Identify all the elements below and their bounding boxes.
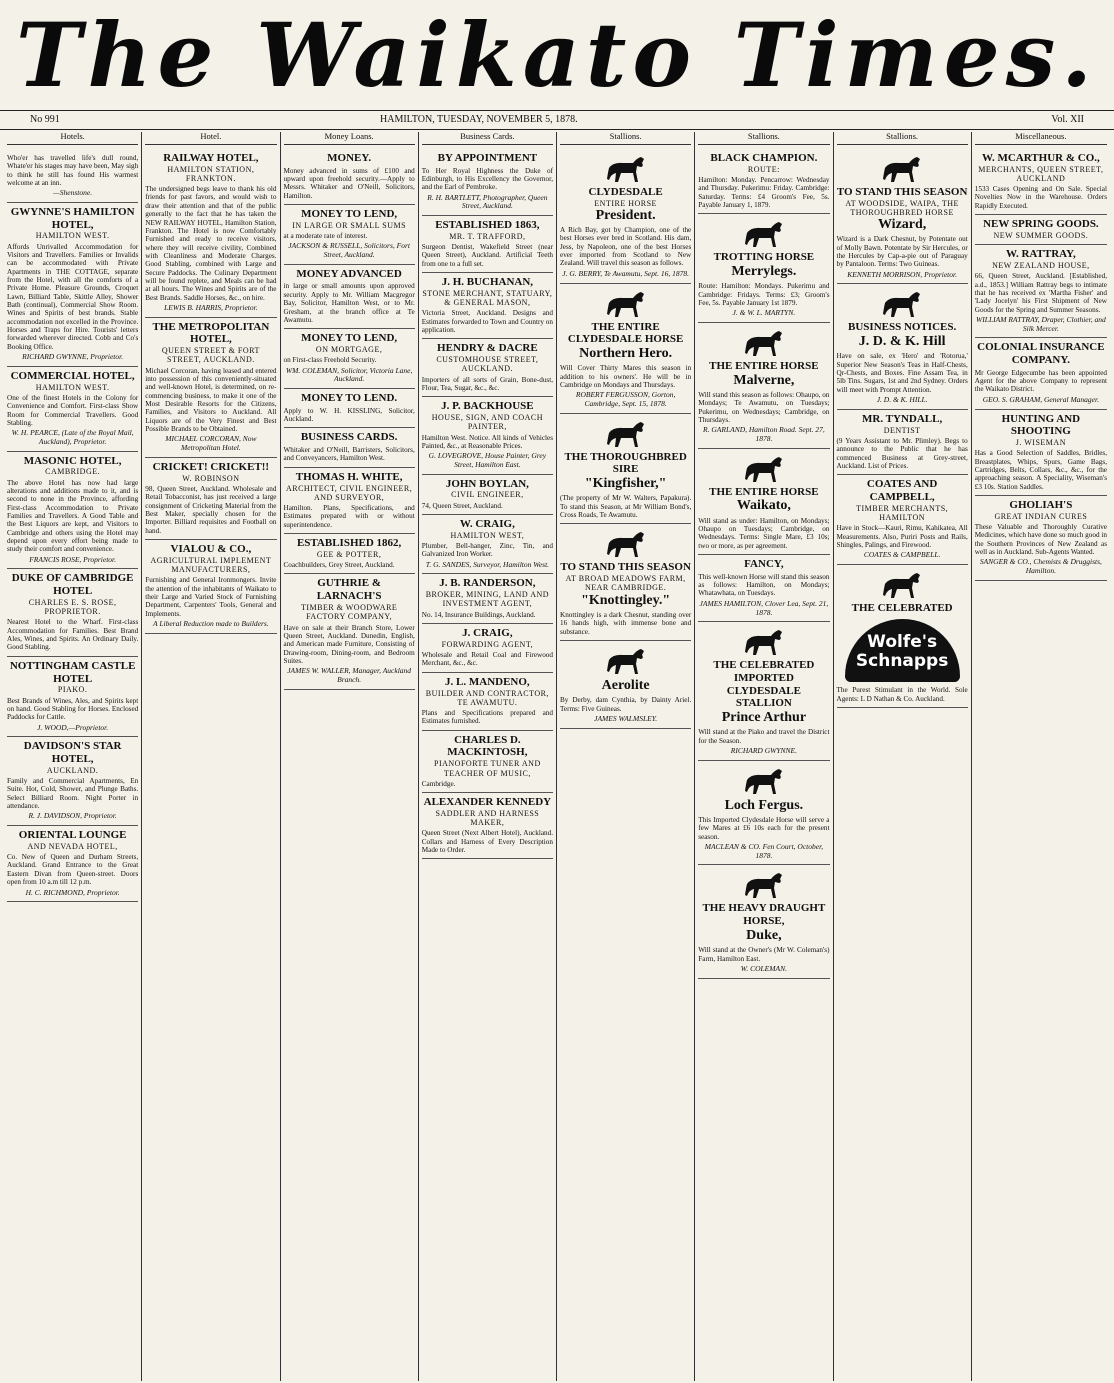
ad-body: The above Hotel has now had large alterations and additions made to it, and is second to none in the Province, affording First-class Accommodation to Private Families and Travellers. A Good Table and the Best Liquors are kept, and Visitors to Cambridge and others using the Hotel may depend upon every effort being made to study their comfort and convenience.: [7, 478, 139, 554]
ad-heading: J. CRAIG,: [462, 627, 513, 640]
ad-signature: —Shenstone.: [53, 188, 93, 198]
ad-heading: JOHN BOYLAN,: [445, 477, 529, 490]
ad-subheading: SADDLER AND HARNESS MAKER,: [435, 808, 540, 828]
ad-body: Wizard is a Dark Chesnut, by Potentate out of Molly Bawn. Potentate by Sir Hercules, or the Hercules by Cap-a-pie out of Paraguay by Pantaloon. Terms: Two Guineas.: [836, 235, 968, 269]
advertisement: [422, 339, 553, 397]
display-heading: President.: [595, 207, 656, 223]
ad-subheading: QUEEN STREET & FORT STREET, AUCKLAND.: [161, 346, 260, 365]
ad-body: Wholesale and Retail Coal and Firewood Merchant, &c., &c.: [421, 651, 553, 668]
ad-heading: VIALOU & CO.,: [170, 542, 252, 555]
advertisement: [698, 761, 829, 866]
ad-heading: BUSINESS NOTICES.: [848, 321, 957, 334]
advertisement: [145, 149, 276, 318]
display-heading: Merrylegs.: [731, 264, 797, 279]
display-heading: Waikato,: [736, 498, 791, 514]
ad-heading: TO STAND THIS SEASON: [836, 185, 968, 198]
ad-subheading: ROUTE:: [747, 164, 780, 174]
ad-heading: COLONIAL INSURANCE COMPANY.: [977, 341, 1105, 367]
ad-body: One of the finest Hotels in the Colony for Convenience and Comfort. First-class Show Room for Commercial Travellers. Good Stabling.: [7, 393, 139, 427]
ad-signature: KENNETH MORRISON, Proprietor.: [847, 269, 957, 279]
column-heading: Business Cards.: [422, 132, 553, 145]
ad-subheading: ARCHITECT, CIVIL ENGINEER, AND SURVEYOR,: [285, 483, 413, 502]
ad-body: The Purest Stimulant in the World. Sole Agents: L D Nathan & Co. Auckland.: [836, 686, 968, 703]
ad-body: Cambridge.: [421, 779, 456, 788]
horse-icon: [741, 627, 787, 657]
ad-signature: G. LOVEGROVE, House Painter, Grey Street, Hamilton East.: [428, 451, 547, 469]
ad-subheading: AT WOODSIDE, WAIPA, THE THOROUGHBRED HORSE: [845, 198, 959, 217]
ad-subheading: DENTIST: [883, 425, 921, 435]
ad-signature: J. D. & K. HILL.: [876, 395, 928, 405]
ad-body: No. 14, Insurance Buildings, Auckland.: [421, 610, 536, 619]
ad-signature: ROBERT FERGUSSON, Gorton, Cambridge, Sept. 15, 1878.: [575, 390, 676, 408]
ad-signature: J. & W. L. MARTYN.: [732, 308, 796, 318]
advertisement: [560, 641, 691, 729]
ad-heading: THE ENTIRE CLYDESDALE HORSE: [567, 320, 684, 346]
ad-body: Affords Unrivalled Accommodation for Visitors and Travellers. Families or Invalids can be accommodated with Private Apartments in THE COTTAGE, separate from the Hotel, with all the comforts of a Private Home. Pleasure Grounds, Croquet Lawn, Billiard Table, Skittle Alley, Shower Bath (continual), Commercial Show Room. Wines and Spirits of best brands. Stable accommodation not excelled in the Province. Horses and Traps for Hire. Tourists' letters forwarded wherever directed. Cobb and Co's Booking Office.: [7, 242, 139, 351]
ad-body: 98, Queen Street, Auckland. Wholesale and Retail Tobacconist, has just received a large consignment of Cricketing Material from the Best Maker, specially chosen for the Importer. Billiard requisites and Football on hand.: [145, 484, 277, 535]
advertisement: [284, 149, 415, 205]
ad-body: Whitaker and O'Neill, Barristers, Solicitors, and Conveyancers, Hamilton West.: [283, 446, 415, 463]
ad-heading: W. RATTRAY,: [1005, 248, 1076, 261]
ad-body: (9 Years Assistant to Mr. Plimley). Begs to announce to the Public that he has commenced Business at Grey-street, Auckland. List of Prices.: [836, 436, 968, 470]
ad-heading: MONEY TO LEND,: [301, 207, 398, 220]
ad-heading: GUTHRIE & LARNACH'S: [316, 577, 382, 603]
advertisement: [284, 534, 415, 574]
ad-heading: BUSINESS CARDS.: [300, 431, 398, 444]
advertisement: [560, 524, 691, 641]
ad-signature: JAMES W. WALLER, Manager, Auckland Branch.: [287, 666, 412, 684]
advertisement: [145, 318, 276, 458]
ad-body: Hamilton. Plans, Specifications, and Estimates prepared with or without superintendence.: [283, 504, 415, 529]
ad-heading: ESTABLISHED 1863,: [435, 219, 540, 232]
ad-body: Plumber, Bell-hanger, Zinc, Tin, and Galvanized Iron Worker.: [421, 542, 553, 559]
ad-subheading: HAMILTON WEST.: [35, 382, 110, 392]
ad-body: By Derby, dam Cynthia, by Dainty Ariel. Terms: Five Guineas.: [560, 696, 692, 713]
ad-heading: GWYNNE'S HAMILTON HOTEL,: [10, 205, 135, 231]
advertisement: [145, 540, 276, 634]
horse-icon: [879, 154, 925, 184]
horse-icon: [741, 870, 787, 900]
ad-body: Who'er has travelled life's dull round, Whate'er his stages may have been, May sigh to think he still has found His warmest welcome at an inn.: [7, 153, 139, 187]
advertisement: [560, 149, 691, 284]
ad-signature: JAMES WALMSLEY.: [594, 713, 658, 723]
ad-heading: J. P. BACKHOUSE: [441, 400, 534, 413]
advertisement: [698, 555, 829, 622]
advertisement: [975, 410, 1107, 496]
schnapps-advert: [845, 619, 960, 682]
ad-body: Furnishing and General Ironmongers. Invite the attention of the inhabitants of Waikato to their Large and Varied Stock of Furnishing Department, Carpenters' Tools, General and Implements.: [145, 576, 277, 618]
ad-body: Hamilton West. Notice. All kinds of Vehicles Painted, &c., at Reasonable Prices.: [421, 433, 553, 450]
ad-subheading: MERCHANTS, QUEEN STREET, AUCKLAND: [978, 164, 1104, 183]
advertisement: [284, 428, 415, 467]
horse-icon: [879, 570, 925, 600]
ad-heading: ALEXANDER KENNEDY: [423, 796, 552, 809]
ad-subheading: HAMILTON WEST.: [35, 231, 110, 241]
ad-subheading: STONE MERCHANT, STATUARY, & GENERAL MASON,: [422, 288, 553, 308]
advertisement: [698, 149, 829, 214]
ad-heading: W. MCARTHUR & CO.,: [981, 151, 1100, 164]
ad-subheading: CAMBRIDGE.: [45, 467, 101, 477]
ad-heading: CRICKET! CRICKET!!: [152, 460, 270, 473]
ad-subheading: MR. T. TRAFFORD,: [449, 231, 526, 241]
column-heading: Money Loans.: [284, 132, 415, 145]
ad-body: Michael Corcoran, having leased and entered into possession of this conveniently-situated and well-known Hotel, is determined, on re-commencing business, to make it one of the Most Desirable Resorts for the Citizens, Families, and Visitors to Auckland. All Liquors are of the Very Finest and Best Possible Brands to be Obtained.: [145, 366, 277, 434]
ad-subheading: TIMBER MERCHANTS, HAMILTON: [856, 503, 949, 522]
ad-heading: THE THOROUGHBRED SIRE: [564, 450, 687, 476]
ad-signature: W. H. PEARCE, (Late of the Royal Mail, Auckland), Proprietor.: [11, 428, 134, 446]
ad-heading: GHOLIAH'S: [1009, 499, 1073, 511]
masthead: [0, 0, 1114, 110]
ad-subheading: ENTIRE HORSE: [594, 198, 657, 208]
ad-heading: BY APPOINTMENT: [437, 151, 538, 164]
ad-subheading: AUCKLAND.: [46, 765, 99, 775]
column-8: [972, 132, 1110, 1381]
horse-icon: [603, 154, 649, 184]
ad-subheading: AND NEVADA HOTEL,: [27, 841, 118, 851]
ad-subheading: TIMBER & WOODWARE FACTORY COMPANY,: [300, 602, 398, 622]
column-heading: Stallions.: [560, 132, 691, 145]
ad-subheading: BROKER, MINING, LAND AND INVESTMENT AGENT,: [425, 590, 550, 609]
advertisement: [975, 215, 1107, 245]
advertisement: [7, 569, 138, 656]
advertisement: [422, 273, 553, 339]
column-2: [142, 132, 280, 1381]
ad-subheading: HAMILTON WEST,: [450, 530, 525, 540]
ad-body: Hamilton: Monday. Pencarrow: Wednesday and Thursday. Pukerimu: Friday. Cambridge: Saturday. Terms: £4 Groom's Fee, 5s. Payable January 1, 1879.: [698, 175, 830, 209]
advertisement: [975, 149, 1107, 215]
ad-heading: NOTTINGHAM CASTLE HOTEL: [9, 659, 136, 685]
ad-subheading: GREAT INDIAN CURES: [994, 511, 1088, 521]
advertisement: [698, 214, 829, 323]
ad-heading: MONEY ADVANCED: [296, 267, 402, 280]
column-1: [4, 132, 142, 1381]
advertisement: [975, 245, 1107, 338]
ad-body: Have on sale at their Branch Store, Lower Queen Street, Auckland. Dunedin, English, and American made Furniture, Consisting of Drawing-room, Dining-room, and Bedroom Suites.: [283, 623, 415, 665]
advertisement: [422, 624, 553, 673]
ad-subheading: NEW ZEALAND HOUSE,: [992, 260, 1090, 270]
advertisement: [698, 449, 829, 555]
ad-heading: MONEY TO LEND.: [301, 391, 398, 404]
ad-body: 66, Queen Street, Auckland. [Established, a.d., 1853.] William Rattray begs to intimate that he has received ex 'Martha Fisher' and 'Lady Jocelyn' his First Shipment of New Goods for the Spring and Summer Seasons.: [974, 272, 1107, 314]
ad-heading: J. L. MANDENO,: [445, 675, 530, 688]
ad-body: Best Brands of Wines, Ales, and Spirits kept on hand. Good Stabling for Horses. Enclosed Paddocks for Cattle.: [7, 696, 139, 722]
ad-signature: SANGER & CO., Chemists & Druggists, Hamilton.: [979, 557, 1102, 576]
ad-body: Family and Commercial Apartments, En Suite. Hot, Cold, Shower, and Plunge Baths. Select Billiard Room. Night Porter in attendance.: [7, 777, 139, 811]
ad-heading: MR. TYNDALL,: [862, 412, 943, 425]
advertisement: [698, 865, 829, 978]
ad-subheading: W. ROBINSON: [182, 473, 240, 483]
ad-body: Will stand as under: Hamilton, on Mondays; Ohaupo on Tuesdays; Cambridge, on Wednesdays. Terms: Single Mare, £3 10s; two or more, as per agreement.: [698, 516, 830, 550]
ad-body: Queen Street (Next Albert Hotel), Auckland. Collars and Harness of Every Description Made to Order.: [421, 829, 553, 855]
ad-signature: FRANCIS ROSE, Proprietor.: [29, 554, 117, 564]
advertisement: [7, 149, 138, 203]
ad-heading: MONEY.: [327, 151, 372, 164]
ad-body: Coachbuilders, Grey Street, Auckland.: [283, 561, 395, 570]
ad-heading: BLACK CHAMPION.: [710, 151, 818, 164]
ad-signature: J. G. BERRY, Te Awamutu, Sept. 16, 1878.: [562, 268, 689, 278]
ad-subheading: PIANOFORTE TUNER AND TEACHER OF MUSIC,: [434, 759, 541, 778]
horse-icon: [879, 289, 925, 319]
display-heading: Wizard,: [877, 217, 927, 233]
advertisement: [422, 475, 553, 515]
advertisement: [284, 205, 415, 265]
ad-body: This Imported Clydesdale Horse will serve a few Mares at £6 10s each for the present season.: [698, 816, 830, 841]
advertisement: [422, 731, 553, 793]
advertisement: [284, 265, 415, 329]
ad-heading: CLYDESDALE: [588, 185, 663, 198]
issue-number: No 991: [30, 114, 60, 125]
ad-signature: H. C. RICHMOND, Proprietor.: [25, 887, 120, 897]
ad-body: Victoria Street, Auckland. Designs and Estimates forwarded to Town and Country on application.: [421, 309, 553, 335]
ad-body: Has a Good Selection of Saddles, Bridles, Breastplates, Whips, Spurs, Game Bags, Cartridges, Belts, Collars, &c., &c., for the approaching season. A Speciality, Wiseman's £3 10s. Station Saddles.: [974, 449, 1107, 491]
ad-heading: HUNTING AND SHOOTING: [1001, 412, 1081, 438]
ad-heading: THE HEAVY DRAUGHT HORSE,: [702, 902, 826, 928]
ad-body: Surgeon Dentist, Wakefield Street (near Queen Street), Auckland. Artificial Teeth from one to a full set.: [421, 243, 553, 268]
ad-body: Plans and Specifications prepared and Estimates furnished.: [421, 709, 553, 726]
ad-signature: R. J. DAVIDSON, Proprietor.: [28, 811, 117, 821]
ad-heading: TROTTING HORSE: [713, 251, 815, 264]
horse-icon: [603, 419, 649, 449]
ad-signature: R. GARLAND, Hamilton Road. Sept. 27, 1878.: [703, 425, 825, 443]
column-7: [834, 132, 972, 1381]
ad-subheading: HOUSE, SIGN, AND COACH PAINTER,: [431, 413, 543, 432]
dateline: [0, 110, 1114, 130]
display-heading: Aerolite: [601, 677, 650, 693]
ad-heading: TO STAND THIS SEASON: [560, 561, 691, 574]
advertisement: [698, 323, 829, 449]
ad-signature: WM. COLEMAN, Solicitor, Victoria Lane, Auckland.: [285, 365, 413, 384]
advertisement: [975, 496, 1107, 581]
column-heading: Stallions.: [837, 132, 968, 145]
ad-heading: HENDRY & DACRE: [437, 342, 538, 355]
display-heading: J. D. & K. Hill: [858, 334, 946, 350]
ad-body: Mr George Edgecumbe has been appointed Agent for the above Company to represent the Waikato District.: [974, 368, 1107, 394]
ad-heading: MASONIC HOTEL,: [23, 454, 122, 467]
ad-body: at a moderate rate of interest.: [283, 232, 368, 240]
ad-subheading: AT BROAD MEADOWS FARM, NEAR CAMBRIDGE.: [565, 574, 686, 593]
horse-icon: [603, 646, 649, 676]
ad-subheading: CIVIL ENGINEER,: [451, 490, 524, 500]
ad-body: Route: Hamilton: Mondays. Pukerimu and Cambridge: Fridays. Terms: £3; Groom's Fee, 5s. Payable January 1st 1879.: [698, 282, 830, 307]
advertisement: [560, 284, 691, 414]
volume: Vol. XII: [1051, 114, 1084, 125]
advertisement: [837, 475, 968, 565]
advertisement: [837, 410, 968, 475]
advertisement: [422, 574, 553, 624]
ad-body: in large or small amounts upon approved security. Apply to Mr. William Macgregor Bay, Solicitor, Hamilton West, or to Mr. Gresham, at the branch office at Te Awamutu.: [283, 282, 415, 324]
horse-icon: [741, 219, 787, 249]
advertisement: [560, 414, 691, 525]
ad-body: Have on sale, ex 'Hero' and 'Rotorua,' Superior New Season's Teas in Half-Chests, Qr-Chests, and Boxes. Fine Assam Tea, in 5lb Tins. Sugars, 1st and 2nd Sydney. Orders will meet with Prompt Attention.: [836, 352, 968, 394]
ad-signature: COATES & CAMPBELL.: [863, 550, 941, 560]
ad-body: This well-known Horse will stand this season as follows: Hamilton, on Mondays; Whatawhata, on Tuesdays.: [698, 572, 830, 598]
horse-icon: [741, 328, 787, 358]
ad-body: A Rich Bay, got by Champion, one of the best Horses ever bred in Scotland. His dam, Jess, by Napoleon, one of the best Horses ever imported from Scotland to New Zealand. Will travel this season as follows.: [560, 226, 692, 268]
advertisement: [284, 329, 415, 389]
ad-subheading: HAMILTON STATION, FRANKTON.: [167, 164, 255, 183]
ad-subheading: CUSTOMHOUSE STREET, AUCKLAND.: [436, 355, 539, 374]
ad-heading: FANCY,: [744, 558, 784, 571]
ad-subheading: AGRICULTURAL IMPLEMENT MANUFACTURERS,: [150, 555, 272, 574]
advertisement: [7, 657, 138, 737]
ad-body: 74, Queen Street, Auckland.: [421, 501, 503, 510]
ad-heading: J. H. BUCHANAN,: [441, 276, 534, 289]
ad-subheading: J. WISEMAN: [1015, 438, 1066, 448]
place-date: HAMILTON, TUESDAY, NOVEMBER 5, 1878.: [380, 114, 578, 125]
ad-signature: JACKSON & RUSSELL, Solicitors, Fort Street, Auckland.: [288, 241, 410, 260]
ad-signature: WILLIAM RATTRAY, Draper, Clothier, and Silk Mercer.: [976, 314, 1106, 333]
ad-body: Knottingley is a dark Chesnut, standing over 16 hands high, with immense bone and substance.: [560, 610, 692, 636]
ad-heading: DAVIDSON'S STAR HOTEL,: [23, 740, 122, 766]
column-4: [419, 132, 557, 1381]
horse-icon: [741, 766, 787, 796]
ad-heading: RAILWAY HOTEL,: [163, 151, 259, 164]
ad-body: Co. New of Queen and Durham Streets, Auckland. Grand Entrance to the Great Eastern Divan from Queen-street. Doors open from 10 a.m till 12 p.m.: [7, 853, 139, 887]
ad-heading: THOMAS H. WHITE,: [295, 470, 403, 483]
ad-subheading: FORWARDING AGENT,: [441, 639, 534, 649]
advertisement: [145, 458, 276, 540]
ad-heading: ESTABLISHED 1862,: [296, 537, 402, 550]
advertisement: [284, 468, 415, 534]
ad-subheading: ON MORTGAGE,: [315, 344, 383, 354]
advertisement: [284, 389, 415, 428]
display-heading: "Knottingley.": [581, 592, 671, 608]
advertisement: [837, 149, 968, 285]
ad-subheading: BUILDER AND CONTRACTOR, TE AWAMUTU.: [425, 688, 549, 707]
display-heading: Northern Hero.: [579, 346, 673, 362]
ad-heading: COMMERCIAL HOTEL,: [10, 369, 135, 382]
ad-heading: DUKE OF CAMBRIDGE HOTEL: [11, 572, 134, 598]
column-heading: Hotels.: [7, 132, 138, 145]
column-heading: Hotel.: [145, 132, 276, 145]
columns: [4, 132, 1110, 1381]
advertisement: [422, 397, 553, 474]
ad-subheading: IN LARGE OR SMALL SUMS: [292, 220, 407, 230]
advertisement: [698, 622, 829, 761]
advertisement: [837, 565, 968, 708]
display-heading: Prince Arthur: [721, 710, 807, 726]
ad-body: Will stand at the Piako and travel the District for the Season.: [698, 728, 830, 745]
advertisement: [7, 826, 138, 902]
display-heading: Malvernе,: [733, 372, 795, 388]
ad-body: Will Cover Thirty Mares this season in addition to his owners'. He will be in Cambridge on Mondays and Thursdays.: [560, 364, 692, 389]
ad-heading: ORIENTAL LOUNGE: [18, 829, 127, 842]
ad-body: To Her Royal Highness the Duke of Edinburgh, to His Excellency the Governor, and the Earl of Pembroke.: [421, 166, 553, 192]
column-6: [695, 132, 833, 1381]
advertisement: [7, 452, 138, 570]
ad-signature: JAMES HAMILTON, Clover Lea, Sept. 21, 1878.: [699, 598, 829, 617]
ad-body: Nearest Hotel to the Wharf. First-class Accommodation for Families. Best Brand Ales, Wines, and Spirits. An Ordinary Daily. Good Stabling.: [7, 618, 139, 652]
ad-signature: GEO. S. GRAHAM, General Manager.: [982, 394, 1099, 404]
ad-body: Have in Stock—Kauri, Rimu, Kahikatea, All Measurements. Also, Puriri Posts and Rails, Shingles, Palings, and Firewood.: [836, 524, 968, 549]
column-3: [281, 132, 419, 1381]
ad-heading: NEW SPRING GOODS.: [983, 218, 1099, 231]
ad-heading: THE ENTIRE HORSE: [709, 359, 819, 372]
ad-heading: THE ENTIRE HORSE: [709, 485, 819, 498]
ad-subheading: PIAKO.: [57, 685, 88, 695]
advertisement: [422, 216, 553, 273]
ad-body: Money advanced in sums of £100 and upward upon freehold security.—Apply to Messrs. Whitaker and O'Neill, Solicitors, Hamilton.: [283, 166, 415, 200]
ad-signature: MICHAEL CORCORAN, Now Metropolitan Hotel.: [165, 434, 257, 453]
ad-heading: W. CRAIG,: [459, 518, 515, 531]
ad-body: on First-class Freehold Security.: [283, 356, 377, 365]
ad-heading: THE CELEBRATED IMPORTED CLYDESDALE STALLION: [713, 659, 815, 710]
ad-heading: COATES AND CAMPBELL,: [866, 478, 938, 503]
ad-heading: CHARLES D. MACKINTOSH,: [447, 733, 528, 759]
ad-subheading: CHARLES E. S. ROSE, PROPRIETOR.: [28, 597, 117, 617]
ad-heading: MONEY TO LEND,: [301, 332, 398, 345]
ad-subheading: GEE & POTTER,: [316, 549, 382, 559]
ad-signature: A Liberal Reduction made to Builders.: [153, 618, 269, 628]
ad-body: Will stand this season as follows: Ohaupo, on Mondays; Te Awamutu, on Tuesdays; Pukerimu, on Wednesdays; Cambridge, on Thursdays.: [698, 390, 830, 424]
ad-body: The undersigned begs leave to thank his old friends for past favors, and would wish to draw their attention and that of the public generally to the fact that he has taken the NEW RAILWAY HOTEL, Hamilton Station, Frankton. The Hotel is now Comfortably Furnished and ready to receive visitors, where they will receive civility, Combined with Cleanliness and Moderate Charges. Good Stabling, combined with Large and Secure Paddocks. The Culinary Department will be found replete, and Meals can be had at all hours. The Wines and Spirits are of the Best Brands. Saddle Horses, &c., on hire.: [145, 185, 277, 302]
ad-signature: W. COLEMAN.: [740, 963, 787, 973]
column-heading: Miscellaneous.: [975, 132, 1107, 145]
ad-body: Apply to W. H. KISSLING, Solicitor, Auckland.: [283, 406, 415, 424]
ad-body: Importers of all sorts of Grain, Bone-dust, Flour, Tea, Sugar, &c., &c.: [421, 375, 553, 392]
advertisement: [422, 149, 553, 216]
advertisement: [7, 367, 138, 452]
advertisement: [837, 284, 968, 409]
horse-icon: [603, 529, 649, 559]
ad-signature: LEWIS B. HARRIS, Proprietor.: [164, 302, 258, 312]
display-heading: Duke,: [746, 927, 782, 943]
ad-body: (The property of Mr W. Walters, Papakura). To stand this Season, at Mr William Bond's, Cross Roads, Te Awamutu.: [560, 494, 692, 520]
display-heading: "Kingfisher,": [584, 476, 667, 492]
ad-subheading: NEW SUMMER GOODS.: [993, 230, 1089, 240]
column-5: [557, 132, 695, 1381]
ad-signature: MACLEAN & CO. Fen Court, October, 1878.: [704, 842, 824, 860]
ad-heading: THE METROPOLITAN HOTEL,: [152, 320, 270, 346]
ad-body: Will stand at the Owner's (Mr W. Coleman's) Farm, Hamilton East.: [698, 946, 830, 963]
masthead-title: The Waikato Times.: [16, 3, 1098, 107]
advertisement: [422, 793, 553, 859]
advertisement: [7, 203, 138, 367]
display-heading: Wolfe's Schnapps: [855, 631, 949, 672]
horse-icon: [603, 289, 649, 319]
advertisement: [422, 515, 553, 574]
advertisement: [975, 338, 1107, 409]
ad-signature: J. WOOD,—Proprietor.: [37, 722, 109, 732]
ad-body: 1533 Cases Opening and On Sale. Special Novelties Now in the Warehouse. Orders Rapidly Executed.: [974, 185, 1107, 210]
ad-signature: RICHARD GWYNNE.: [730, 746, 797, 756]
ad-signature: R. H. BARTLETT, Photographer, Queen Street, Auckland.: [427, 192, 548, 211]
ad-signature: T. G. SANDES, Surveyor, Hamilton West.: [425, 559, 550, 569]
display-heading: Loch Fergus.: [724, 797, 804, 813]
ad-heading: THE CELEBRATED: [851, 601, 953, 614]
ad-heading: J. B. RANDERSON,: [439, 577, 536, 590]
ad-body: These Valuable and Thoroughly Curative Medicines, which have done so much good in the Southern Provinces of New Zealand as well as in Auckland. Sub-Agents Wanted.: [974, 523, 1107, 557]
column-heading: Stallions.: [698, 132, 829, 145]
advertisement: [7, 737, 138, 826]
advertisement: [284, 574, 415, 689]
ad-signature: RICHARD GWYNNE, Proprietor.: [22, 352, 124, 362]
advertisement: [422, 673, 553, 731]
horse-icon: [741, 454, 787, 484]
